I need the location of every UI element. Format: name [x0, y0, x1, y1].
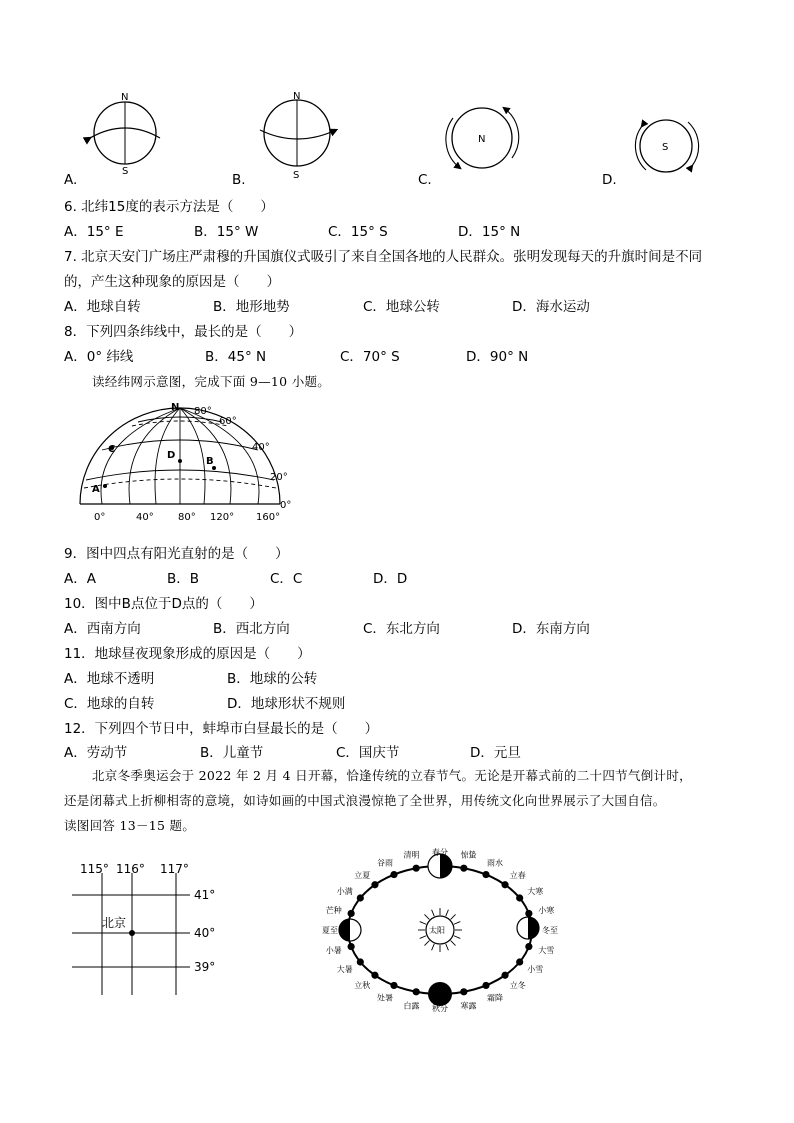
q11-option-b[interactable]: B．地球的公转	[227, 671, 318, 687]
q11-option-a[interactable]: A．地球不透明	[64, 671, 155, 687]
term-dot	[413, 865, 420, 872]
q7-option-a[interactable]: A．地球自转	[64, 299, 141, 315]
bj-lat-41: 41°	[194, 888, 216, 902]
term-dot	[525, 943, 532, 950]
term-dot	[348, 943, 355, 950]
term-label: 小满	[336, 887, 353, 896]
globe-a-s: S	[122, 166, 129, 177]
q11-option-d[interactable]: D．地球形状不规则	[227, 696, 346, 712]
q8-option-b[interactable]: B．45° N	[205, 349, 267, 365]
term-label: 春分	[432, 848, 448, 857]
bj-lon-117: 117°	[160, 862, 189, 876]
beijing-label: 北京	[102, 916, 127, 930]
globe-b-s: S	[293, 170, 300, 181]
term-label: 夏至	[322, 926, 338, 935]
lat-label-0: 0°	[280, 500, 292, 511]
q6-option-d[interactable]: D．15° N	[458, 224, 521, 240]
term-label: 处暑	[377, 993, 393, 1003]
lon-label-40: 40°	[136, 512, 154, 523]
q10-stem: 10．图中B点位于D点的（ ）	[64, 596, 263, 612]
q6-option-a[interactable]: A．15° E	[64, 224, 124, 240]
q12-option-a[interactable]: A．劳动节	[64, 745, 128, 761]
term-label: 白露	[403, 1001, 420, 1011]
term-label: 清明	[403, 850, 420, 860]
globe-c-icon	[446, 108, 519, 168]
term-label: 大暑	[336, 965, 353, 974]
term-label: 惊蛰	[460, 850, 477, 860]
term-label: 秋分	[432, 1004, 448, 1013]
globe-a-icon	[90, 92, 160, 177]
term-dot	[357, 894, 364, 901]
term-dot	[516, 958, 523, 965]
earth-summer-icon	[339, 919, 361, 941]
q5-option-c[interactable]: C.	[418, 172, 432, 188]
q10-option-a[interactable]: A．西南方向	[64, 621, 141, 637]
term-dot	[371, 972, 378, 979]
term-label: 立夏	[354, 870, 371, 880]
globe-b-n: N	[293, 91, 301, 102]
q10-option-c[interactable]: C．东北方向	[363, 621, 440, 637]
globe-a-n: N	[121, 92, 129, 103]
q12-option-d[interactable]: D．元旦	[470, 745, 521, 761]
bj-lon-115: 115°	[80, 862, 109, 876]
q11-option-c[interactable]: C．地球的自转	[64, 696, 155, 712]
q9-option-c[interactable]: C．C	[270, 571, 303, 587]
term-label: 小暑	[325, 946, 342, 956]
term-label: 寒露	[460, 1001, 477, 1011]
lat-label-80: 80°	[194, 406, 212, 417]
intro-9-10: 读经纬网示意图，完成下面 9—10 小题。	[92, 374, 331, 389]
q12-stem: 12．下列四个节日中，蚌埠市白昼最长的是（ ）	[64, 721, 379, 737]
q5-option-images	[60, 88, 740, 188]
bj-lon-116: 116°	[116, 862, 145, 876]
map-pole-label: N	[171, 402, 180, 413]
term-label: 谷雨	[377, 858, 393, 868]
solar-terms-diagram	[308, 838, 573, 1016]
q9-option-d[interactable]: D．D	[373, 571, 408, 587]
term-dot	[371, 881, 378, 888]
term-dot	[516, 894, 523, 901]
term-dot	[390, 871, 397, 878]
q9-option-b[interactable]: B．B	[167, 571, 200, 587]
beijing-dot	[129, 930, 135, 936]
term-label: 冬至	[542, 926, 558, 935]
q9-option-a[interactable]: A．A	[64, 571, 96, 587]
term-dot	[482, 871, 489, 878]
term-label: 大寒	[527, 887, 544, 896]
q10-option-d[interactable]: D．东南方向	[512, 621, 590, 637]
term-dot	[525, 910, 532, 917]
lon-label-120: 120°	[210, 512, 235, 523]
term-dot	[460, 865, 467, 872]
earth-spring-icon	[428, 854, 452, 878]
q8-option-a[interactable]: A．0° 纬线	[64, 349, 134, 365]
term-dot	[413, 988, 420, 995]
sun-label: 太阳	[429, 926, 445, 935]
q12-option-b[interactable]: B．儿童节	[200, 745, 264, 761]
globe-d-icon	[635, 120, 698, 172]
lon-label-0: 0°	[94, 512, 106, 523]
intro-13-15-line3: 读图回答 13－15 题。	[64, 818, 196, 833]
q5-option-d[interactable]: D.	[602, 172, 617, 188]
point-c-label: C	[108, 444, 116, 455]
q10-option-b[interactable]: B．西北方向	[213, 621, 290, 637]
lon-label-160: 160°	[256, 512, 281, 523]
q12-option-c[interactable]: C．国庆节	[336, 745, 400, 761]
graticule-map	[72, 400, 294, 528]
earth-winter-icon	[517, 917, 539, 939]
point-a-label: A	[92, 484, 100, 495]
q7-option-b[interactable]: B．地形地势	[213, 299, 290, 315]
beijing-grid-map	[72, 855, 242, 1005]
term-label: 立春	[509, 870, 526, 880]
q7-option-c[interactable]: C．地球公转	[363, 299, 440, 315]
q5-option-b[interactable]: B.	[232, 172, 246, 188]
lat-label-40: 40°	[252, 442, 270, 453]
q7-stem-line1: 7. 北京天安门广场庄严肃穆的升国旗仪式吸引了来自全国各地的人民群众。张明发现每天的升旗时间是不同	[64, 249, 703, 265]
term-dot	[501, 881, 508, 888]
term-dot	[501, 972, 508, 979]
term-dot	[348, 910, 355, 917]
term-label: 立冬	[509, 981, 526, 991]
term-label: 芒种	[325, 905, 342, 915]
term-label: 小寒	[538, 905, 555, 915]
bj-lat-40: 40°	[194, 926, 216, 940]
intro-13-15-line1: 北京冬季奥运会于 2022 年 2 月 4 日开幕，恰逢传统的立春节气。无论是开幕式前的二十四节气倒计时，	[92, 768, 692, 783]
earth-autumn-icon	[428, 982, 452, 1006]
q5-option-a[interactable]: A.	[64, 172, 78, 188]
q6-stem: 6. 北纬15度的表示方法是（ ）	[64, 199, 274, 215]
intro-13-15-line2: 还是闭幕式上折柳相寄的意境，如诗如画的中国式浪漫惊艳了全世界，用传统文化向世界展示了大国自信。	[64, 793, 666, 808]
term-label: 霜降	[487, 993, 503, 1003]
q8-option-d[interactable]: D．90° N	[466, 349, 529, 365]
term-dot	[357, 958, 364, 965]
point-b-label: B	[206, 456, 214, 467]
term-label: 大雪	[538, 946, 555, 956]
q6-option-b[interactable]: B．15° W	[194, 224, 259, 240]
lat-label-20: 20°	[270, 472, 288, 483]
q7-stem-line2: 的，产生这种现象的原因是（ ）	[64, 274, 280, 290]
term-dot	[390, 982, 397, 989]
point-d-label: D	[167, 450, 176, 461]
q7-option-d[interactable]: D．海水运动	[512, 299, 590, 315]
q8-stem: 8．下列四条纬线中，最长的是（ ）	[64, 324, 303, 340]
lon-label-80: 80°	[178, 512, 196, 523]
term-label: 小雪	[527, 965, 544, 974]
term-dot	[482, 982, 489, 989]
q8-option-c[interactable]: C．70° S	[340, 349, 400, 365]
globe-c-n: N	[478, 134, 486, 145]
lat-label-60: 60°	[219, 416, 237, 427]
term-label: 雨水	[487, 858, 503, 868]
q11-stem: 11．地球昼夜现象形成的原因是（ ）	[64, 646, 311, 662]
q6-option-c[interactable]: C．15° S	[328, 224, 388, 240]
term-label: 立秋	[354, 981, 371, 991]
bj-lat-39: 39°	[194, 960, 216, 974]
q9-stem: 9．图中四点有阳光直射的是（ ）	[64, 546, 289, 562]
globe-b-icon	[260, 91, 336, 181]
globe-d-s: S	[662, 142, 669, 153]
term-dot	[460, 988, 467, 995]
